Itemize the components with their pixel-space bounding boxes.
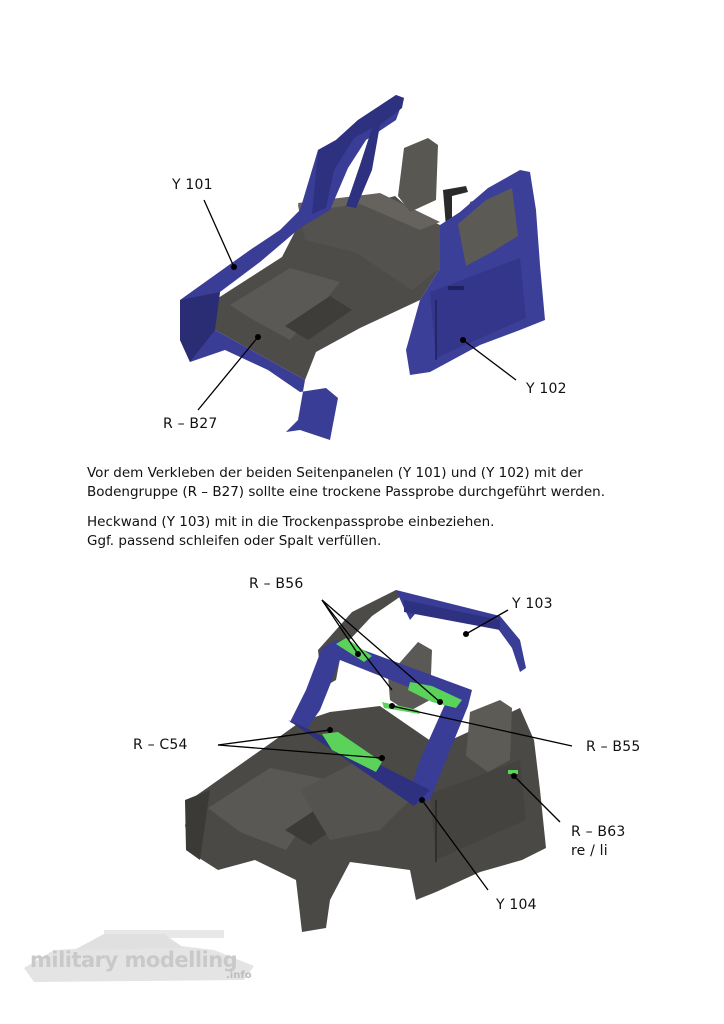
dot-rc54-b bbox=[379, 755, 385, 761]
label-rb55: R – B55 bbox=[586, 739, 641, 755]
label-rb63: R – B63 bbox=[571, 824, 626, 840]
instruction-line-2: Bodengruppe (R – B27) sollte eine trockene Passprobe durchgeführt werden. bbox=[87, 484, 605, 500]
dot-rb56-b bbox=[437, 699, 443, 705]
label-y102: Y 102 bbox=[526, 381, 567, 397]
label-rc54: R – C54 bbox=[133, 737, 188, 753]
dot-rb63 bbox=[511, 773, 517, 779]
dot-rb56-a bbox=[355, 651, 361, 657]
label-rb63-side: re / li bbox=[571, 843, 608, 859]
instruction-line-1: Vor dem Verkleben der beiden Seitenpanelen (Y 101) und (Y 102) mit der bbox=[87, 465, 583, 481]
dot-y103 bbox=[463, 631, 469, 637]
watermark-text: military modelling bbox=[30, 948, 238, 972]
label-y104: Y 104 bbox=[496, 897, 537, 913]
label-rb56: R – B56 bbox=[249, 576, 304, 592]
instruction-line-4: Ggf. passend schleifen oder Spalt verfüllen. bbox=[87, 533, 382, 549]
label-rb27: R – B27 bbox=[163, 416, 218, 432]
dot-rb55 bbox=[389, 703, 395, 709]
dot-y104 bbox=[419, 797, 425, 803]
label-y103: Y 103 bbox=[512, 596, 553, 612]
instruction-line-3: Heckwand (Y 103) mit in die Trockenpassprobe einbeziehen. bbox=[87, 514, 495, 530]
dot-rc54-a bbox=[327, 727, 333, 733]
label-y101: Y 101 bbox=[172, 177, 213, 193]
watermark-sub: .info bbox=[226, 970, 252, 981]
